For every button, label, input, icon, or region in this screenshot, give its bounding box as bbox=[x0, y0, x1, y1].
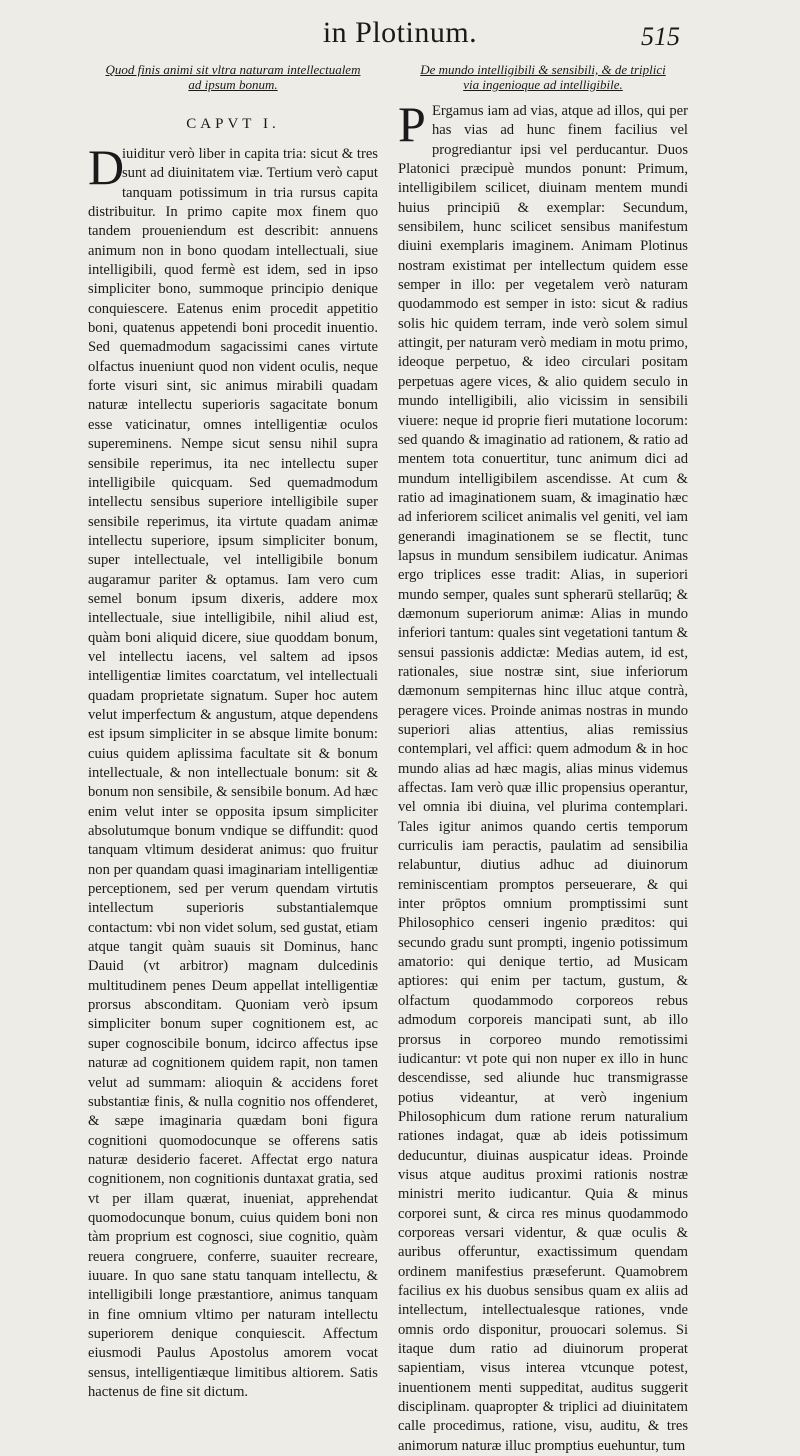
running-title: in Plotinum. bbox=[322, 16, 478, 49]
right-rubric-line-2: via ingenioque ad intelligibile. bbox=[463, 77, 623, 92]
right-rubric bbox=[398, 62, 688, 92]
left-rubric-line-1: Quod finis animi sit vltra naturam intellectualem bbox=[105, 62, 361, 77]
page-number: 515 bbox=[641, 22, 680, 51]
right-drop-cap: P bbox=[398, 96, 426, 152]
left-rubric-line-2: ad ipsum bonum. bbox=[188, 77, 278, 92]
right-body: Ergamus iam ad vias, atque ad illos, qui per has vias ad hunc finem facilius vel progrediantur ipsi vel perducantur. Duos Platonici præcipuè mundos ponunt: Primum, intelligibilem scilicet, diuinam mentem mundi huius principiū & exemplar: Secundum, sensibilem, hunc scilicet sensibus manifestum diuini exemplaris imaginem. Animam Plotinus nostram existimat per intellectum quidem esse semper in illo: per vegetalem verò naturam quodammodo est semper in isto: sicut & radius solis hic quidem terram, inde verò solem simul attingit, per naturam verò mediam in motu primo, ideoque perpetuo, & ideo circulari positam perpetuas agere vices, & alio quidem seculo in mundo intelligibili, alio vicissim in sensibili viuere: neque id proprie fieri mutatione locorum: sed quando & imaginatio ad rationem, & ratio ad mentem tota conuertitur, tunc animum dici ad mundum intelligibilem ascendisse. At cum & ratio ad imaginationem suam, & imaginatio hæc ad inferiorem scilicet animalis vel geniti, vel iam generandi imaginationem se se flectit, tunc lapsus in mundum sensibilem iudicatur. Animas ergo triplices esse tradit: Alias, in superiori mundo semper, quales sunt spherarū stellarūq; & dæmonum superiorum animæ: Alias in mundo inferiori tantum: quales sint vegetationi tantum & sensui passionis addictæ: Medias autem, id est, rationales, siue nostræ sint, siue inferiorum dæmonum sempiternas hinc illuc atque contrà, peragere vices. Proinde animas nostras in mundo superiori alias attentius, alias remissius contemplari, vel affici: quem admodum & in hoc mundo alias ad hæc magis, alias minus videmus affectas. Iam verò quæ illic propensius operantur, vel omnia ibi diuina, vel plurima contemplari. Tales igitur animos quando certis temporum curriculis iam peractis, paulatim ad sensibilia relabuntur, diutius adhuc ad diuinorum reminiscentiam promptos perseuerare, & qui inter prōptos omnium promptissimi sunt Philosophico censeri ingenio præditos: qui secundo gradu sunt prompti, ingenio potissimum amatorio: qui denique tertio, ad Musicam aptiores: qui enim per tactum, gustum, & olfactum quodammodo corporeos rebus admodum corporeis mancipati sunt, ab illo prorsus in corporeo mundo remotissimi iudicantur: vt pote qui non nuper ex illo in hunc descendisse, sed aliunde huc transmigrasse potius videantur, at verò ingenium Philosophicum dum ratione rerum naturalium rationes indagat, quæ ab ideis potissimum deducuntur, diuinas auspicatur ideas. Proinde visus atque auditus proximi rationis nostræ ministri merito iudicantur. Quia & minus corporei sunt, & circa res minus quodammodo corporeas versari videntur, & quæ oculis & auribus offeruntur, exactissimum quendam ordinem manifestius præseferunt. Quamobrem facilius ex his duobus sensibus quam ex aliis ad intellectum, intellectualesque rationes, vnde omnis ordo disponitur, prouocari solemus. Si itaque dum ratio ad diuinorum properat sapientiam, visus interea vtcunque potest, inuentionem menti suppeditat, auditus suggerit disciplinam. quapropter & triplici ad diuinitatem calle procedimus, ratione, visu, auditu, & tres animorum naturæ illuc promptius euehuntur, tum bbox=[398, 103, 688, 1454]
right-rubric-line-1: De mundo intelligibili & sensibili, & de triplici bbox=[420, 62, 666, 77]
right-column bbox=[398, 62, 688, 1456]
left-drop-cap: D bbox=[88, 139, 125, 195]
chapter-heading: CAPVT I. bbox=[186, 116, 280, 132]
left-column bbox=[88, 62, 378, 1402]
left-body: iuiditur verò liber in capita tria: sicut & tres sunt ad diuinitatem viæ. Tertium verò caput tanquam potissimum in tria rursus capita distribuitur. In primo capite mox finem quo tandem proueniendum est describit: annuens animum non in bono quodam intellectuali, siue intelligibili, quod fermè est idem, sed in ipso simpliciter bono, summoque principio denique conquiescere. Eatenus enim procedit appetitio boni, quatenus appetendi boni procedit inuentio. Sed quemadmodum sagacissimi canes virtute olfactus inueniunt quod non vident oculis, neque forte visuri sint, sic animus mirabili quadam naturæ intellectu superioris sagacitate bonum esse vaticinatur, omnes intelligentiæ oculos supereminens. Nempe sicut sensu nihil supra sensibile reperimus, ita nec intellectu super intelligibile quicquam. Sed quemadmodum intellectu sensibus superiore intelligibile super sensibile reperimus, ita virtute quadam animæ intellectu superiore, ipsum simpliciter bonum, super intellectuale, vel intelligibile bonum augaramur pariter & optamus. Iam vero cum semel bonum ipsum dixeris, addere mox intellectuale, siue intelligibile, nihil aliud est, quàm boni aliquid dicere, siue quoddam bonum, vel intellectu iacens, vel saltem ad ipsos intelligentiæ limites coarctatum, vel intellectuali quadam proprietate signatum. Super hoc autem velut imperfectum & angustum, atque dependens est ipsum simpliciter in se absque limite bonum: cuius quidem aplissima facultate sit & bonum intellectuale, & non intellectuale bonum: sit & bonum non sensibile, & sensibile bonum. Ad hæc enim velut inter se opposita ipsum simpliciter absolutumque bonum vndique se diffundit: quod tanquam vltimum desiderat animus: quo fruitur non per quandam quasi imaginariam intelligentiæ perceptionem, sed per verum quendam virtutis intellectum superioris substantialemque contactum: vbi non videt solum, sed gustat, etiam atque tangit quàm suauis sit Dominus, hanc Dauid (vt arbitror) magnam dulcedinis multitudinem penes Deum appellat intelligentiæ prorsus absconditam. Quoniam verò ipsum simpliciter bonum super cognitionem est, ac super cognoscibile bonum, idcirco affectus ipse naturæ ad cognitionem quidem rapit, non tamen velut ad summam: alioquin & accidens foret substantiæ finis, & nulla cognitio nos offenderet, & sæpe imaginaria quædam boni figura cognitioni quomodocunque se offerens satis naturæ desiderio faceret. Affectat ergo natura cognitionem, non cognitionis duntaxat gratia, sed vt per illam quærat, inueniat, apprehendat quomodocunque bonum, cuius quidem boni non tàm proprium est cognosci, siue cognitio, quàm reuera congruere, conferre, suauiter recreare, iuuare. In quo sane statu tanquam intellectu, & intelligibili longe præstantiore, animus tanquam in fine omnium vltimo per naturam intellectu superiorem denique conquiescit. Affectum eiusmodi Paulus Apostolus amorem vocat sensus, intelligentiæque limitibus altiorem. Satis hactenus de fine sit dictum. bbox=[88, 146, 378, 1400]
left-body-text bbox=[88, 139, 378, 1402]
left-rubric bbox=[88, 62, 378, 92]
